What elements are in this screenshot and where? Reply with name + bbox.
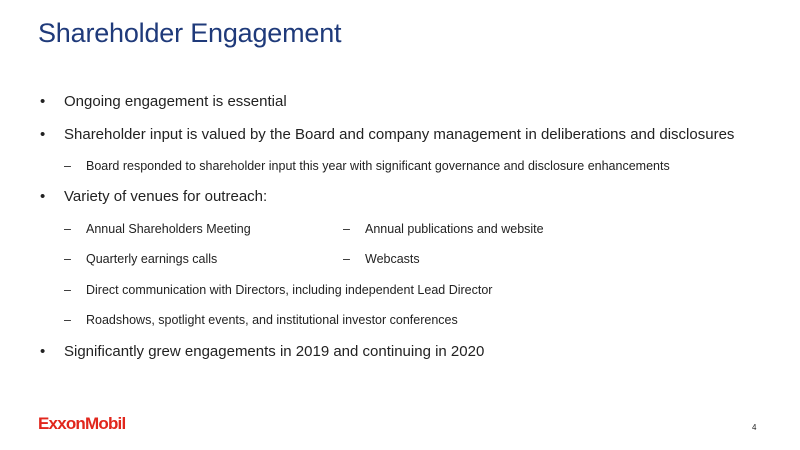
slide-title: Shareholder Engagement [38, 18, 342, 48]
bullet-glyph: • [40, 188, 46, 205]
bullet-text: Shareholder input is valued by the Board and company management in deliberations and disclosures [64, 126, 735, 143]
venue-item [64, 313, 458, 327]
sub-bullet-text: Board responded to shareholder input this year with significant governance and disclosure enhancements [86, 159, 670, 173]
dash-glyph: – [343, 222, 350, 236]
exxonmobil-logo: ExxonMobil [38, 414, 126, 433]
bullet-glyph: • [40, 126, 46, 143]
bullet-text: Variety of venues for outreach: [64, 188, 268, 205]
bullet-item [40, 343, 484, 360]
venue-text: Quarterly earnings calls [86, 252, 218, 266]
dash-glyph: – [64, 222, 71, 236]
dash-glyph: – [343, 252, 350, 266]
dash-glyph: – [64, 313, 71, 327]
venue-item [64, 252, 217, 266]
venue-text: Roadshows, spotlight events, and institutional investor conferences [86, 313, 458, 327]
venue-text: Annual publications and website [365, 222, 544, 236]
venue-item [343, 252, 420, 266]
venue-text: Annual Shareholders Meeting [86, 222, 251, 236]
dash-glyph: – [64, 252, 71, 266]
bullet-item [40, 188, 267, 205]
sub-bullet-item [64, 159, 670, 173]
venue-item [64, 283, 492, 297]
venue-text: Webcasts [365, 252, 420, 266]
bullet-item [40, 93, 287, 110]
bullet-glyph: • [40, 343, 46, 360]
venue-item [343, 222, 544, 236]
page-number: 4 [752, 423, 757, 432]
dash-glyph: – [64, 283, 71, 297]
bullet-text: Ongoing engagement is essential [64, 93, 287, 110]
venue-text: Direct communication with Directors, including independent Lead Director [86, 283, 493, 297]
bullet-text: Significantly grew engagements in 2019 and continuing in 2020 [64, 343, 485, 360]
bullet-glyph: • [40, 93, 46, 110]
bullet-item [40, 126, 734, 143]
dash-glyph: – [64, 159, 71, 173]
venue-item [64, 222, 251, 236]
